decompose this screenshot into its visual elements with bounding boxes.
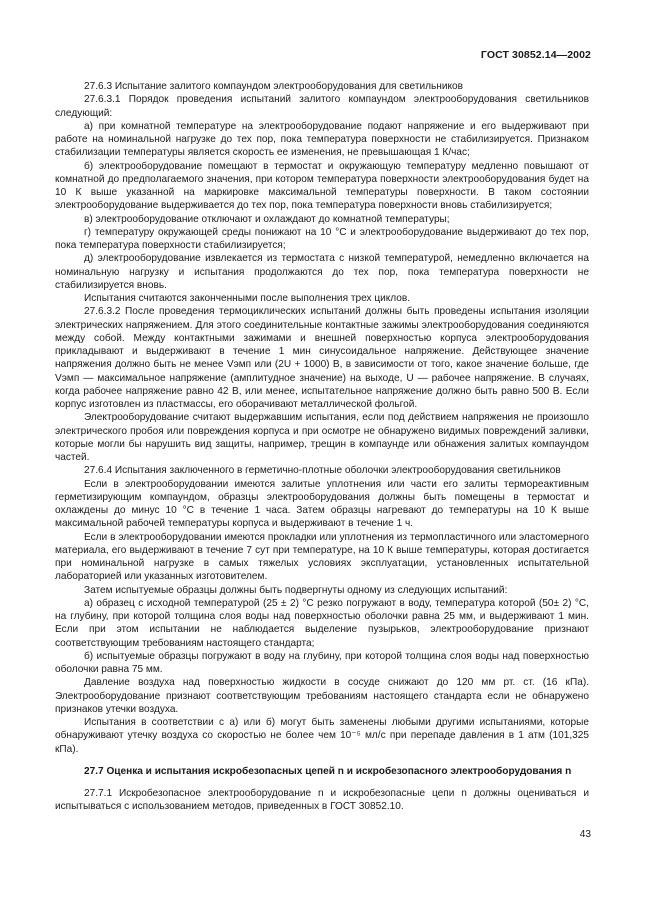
paragraph: 27.6.3.1 Порядок проведения испытаний залитого компаундом электрооборудования светильников следующий: <box>55 94 589 119</box>
paragraph: а) образец с исходной температурой (25 ± 2) °С резко погружают в воду, температура которой (50± 2) °С, на глубину, при которой толщина слоя воды над поверхностью оболочки равна 25 мм, и выдерживают 1 мин. Если при этом испытании не наблюдается выделение пузырьков, электрооборудование признают соответствующим требованиям настоящего стандарта; <box>55 597 589 649</box>
paragraph: Если в электрооборудовании имеются залитые уплотнения или части его залиты термореактивным герметизирующим компаундом, образцы электрооборудования должны быть помещены в термостат и охлаждены до минус 10 °С в течение 1 часа. Затем образцы нагревают до температуры на 10 К выше максимальной рабочей температуры корпуса и выдерживают в течение 1 ч. <box>55 478 589 530</box>
section-heading: 27.7 Оценка и испытания искробезопасных цепей n и искробезопасного электрооборудования n <box>84 765 572 777</box>
paragraph: 27.6.3.2 После проведения термоциклических испытаний должны быть проведены испытания изоляции электрических напряжением. Для этого соединительные контактные зажимы электрооборудования соединяются между собой. Между контактными зажимами и внешней поверхностью корпуса электрооборудования прикладывают и выдерживают в течение 1 мин синусоидальное напряжение. Действующее значение напряжения должно быть не менее Vэмп или (2U + 1000) В, в зависимости от того, какое значение больше, где Vэмп — максимальное напряжение (амплитудное значение) на выходе, U — рабочее напряжение. В случаях, когда рабочее напряжение равно 42 В, или менее, испытательное напряжение должно быть равно 500 В. Если корпус изготовлен из пластмассы, его оборачивают металлической фольгой. <box>55 306 589 410</box>
paragraph: Если в электрооборудовании имеются прокладки или уплотнения из термопластичного или эластомерного материала, его выдерживают в течение 7 сут при температуре, на 10 К выше температуры, которая достигается при номинальной нагрузке в самых тяжелых условиях эксплуатации, установленных испытательной лабораторией или указанных изготовителем. <box>55 531 589 583</box>
paragraph: 27.6.3 Испытание залитого компаундом электрооборудования для светильников <box>84 81 463 92</box>
paragraph: Давление воздуха над поверхностью жидкости в сосуде снижают до 120 мм рт. ст. (16 кПа). Электрооборудование признают соответствующим требованиям настоящего стандарта если не обнаружено признаков утечки воздуха. <box>55 677 589 715</box>
paragraph: в) электрооборудование отключают и охлаждают до комнатной температуры; <box>84 213 450 225</box>
paragraph: 27.6.4 Испытания заключенного в герметично-плотные оболочки электрооборудования светильников <box>84 465 561 477</box>
paragraph: г) температуру окружающей среды понижают на 10 °С и электрооборудование выдерживают до тех пор, пока температура поверхности стабилизируется; <box>55 226 589 251</box>
page-body <box>55 80 589 814</box>
paragraph: 27.7.1 Искробезопасное электрооборудование n и искробезопасные цепи n должны оцениваться и испытываться с использованием методов, приведенных в ГОСТ 30852.10. <box>55 788 589 813</box>
paragraph: Испытания в соответствии с а) или б) могут быть заменены любыми другими испытаниями, которые обнаруживают утечку воздуха со скоростью не более чем 10⁻⁵ мл/с при перепаде давления в 1 атм (101,325 кПа). <box>55 717 589 755</box>
page-number: 43 <box>579 829 591 840</box>
paragraph: б) испытуемые образцы погружают в воду на глубину, при которой толщина слоя воды над поверхностью оболочки равна 75 мм. <box>55 650 589 675</box>
paragraph: а) при комнатной температуре на электрооборудование подают напряжение и его выдерживают при работе на номинальной нагрузке до тех пор, пока температура поверхности не стабилизируется. Признаком стабилизации температуры является скорость ее изменения, не превышающая 1 К/час; <box>55 120 589 159</box>
paragraph: Затем испытуемые образцы должны быть подвергнуты одному из следующих испытаний: <box>84 584 508 596</box>
paragraph: б) электрооборудование помещают в термостат и окружающую температуру медленно повышают от комнатной до предполагаемого значения, при котором температура поверхности электрооборудования будет на 10 К выше указанной на маркировке максимальной температуры поверхности. В таком состоянии электрооборудование выдерживается до тех пор, пока температура поверхности вновь стабилизируется; <box>55 160 589 212</box>
paragraph: Электрооборудование считают выдержавшим испытания, если под действием напряжения не произошло электрического пробоя или повреждения корпуса и при осмотре не обнаружено видимых повреждений заливки, которые могли бы нарушить вид защиты, например, трещин в компаунде или обнажения залитых компаундом частей. <box>55 412 589 463</box>
document-header: ГОСТ 30852.14—2002 <box>480 49 591 61</box>
paragraph: Испытания считаются законченными после выполнения трех циклов. <box>84 293 411 304</box>
paragraph: д) электрооборудование извлекается из термостата с низкой температурой, немедленно включается на номинальную нагрузку и испытания продолжаются до тех пор, пока температура поверхности не стабилизируется вновь. <box>55 253 589 291</box>
